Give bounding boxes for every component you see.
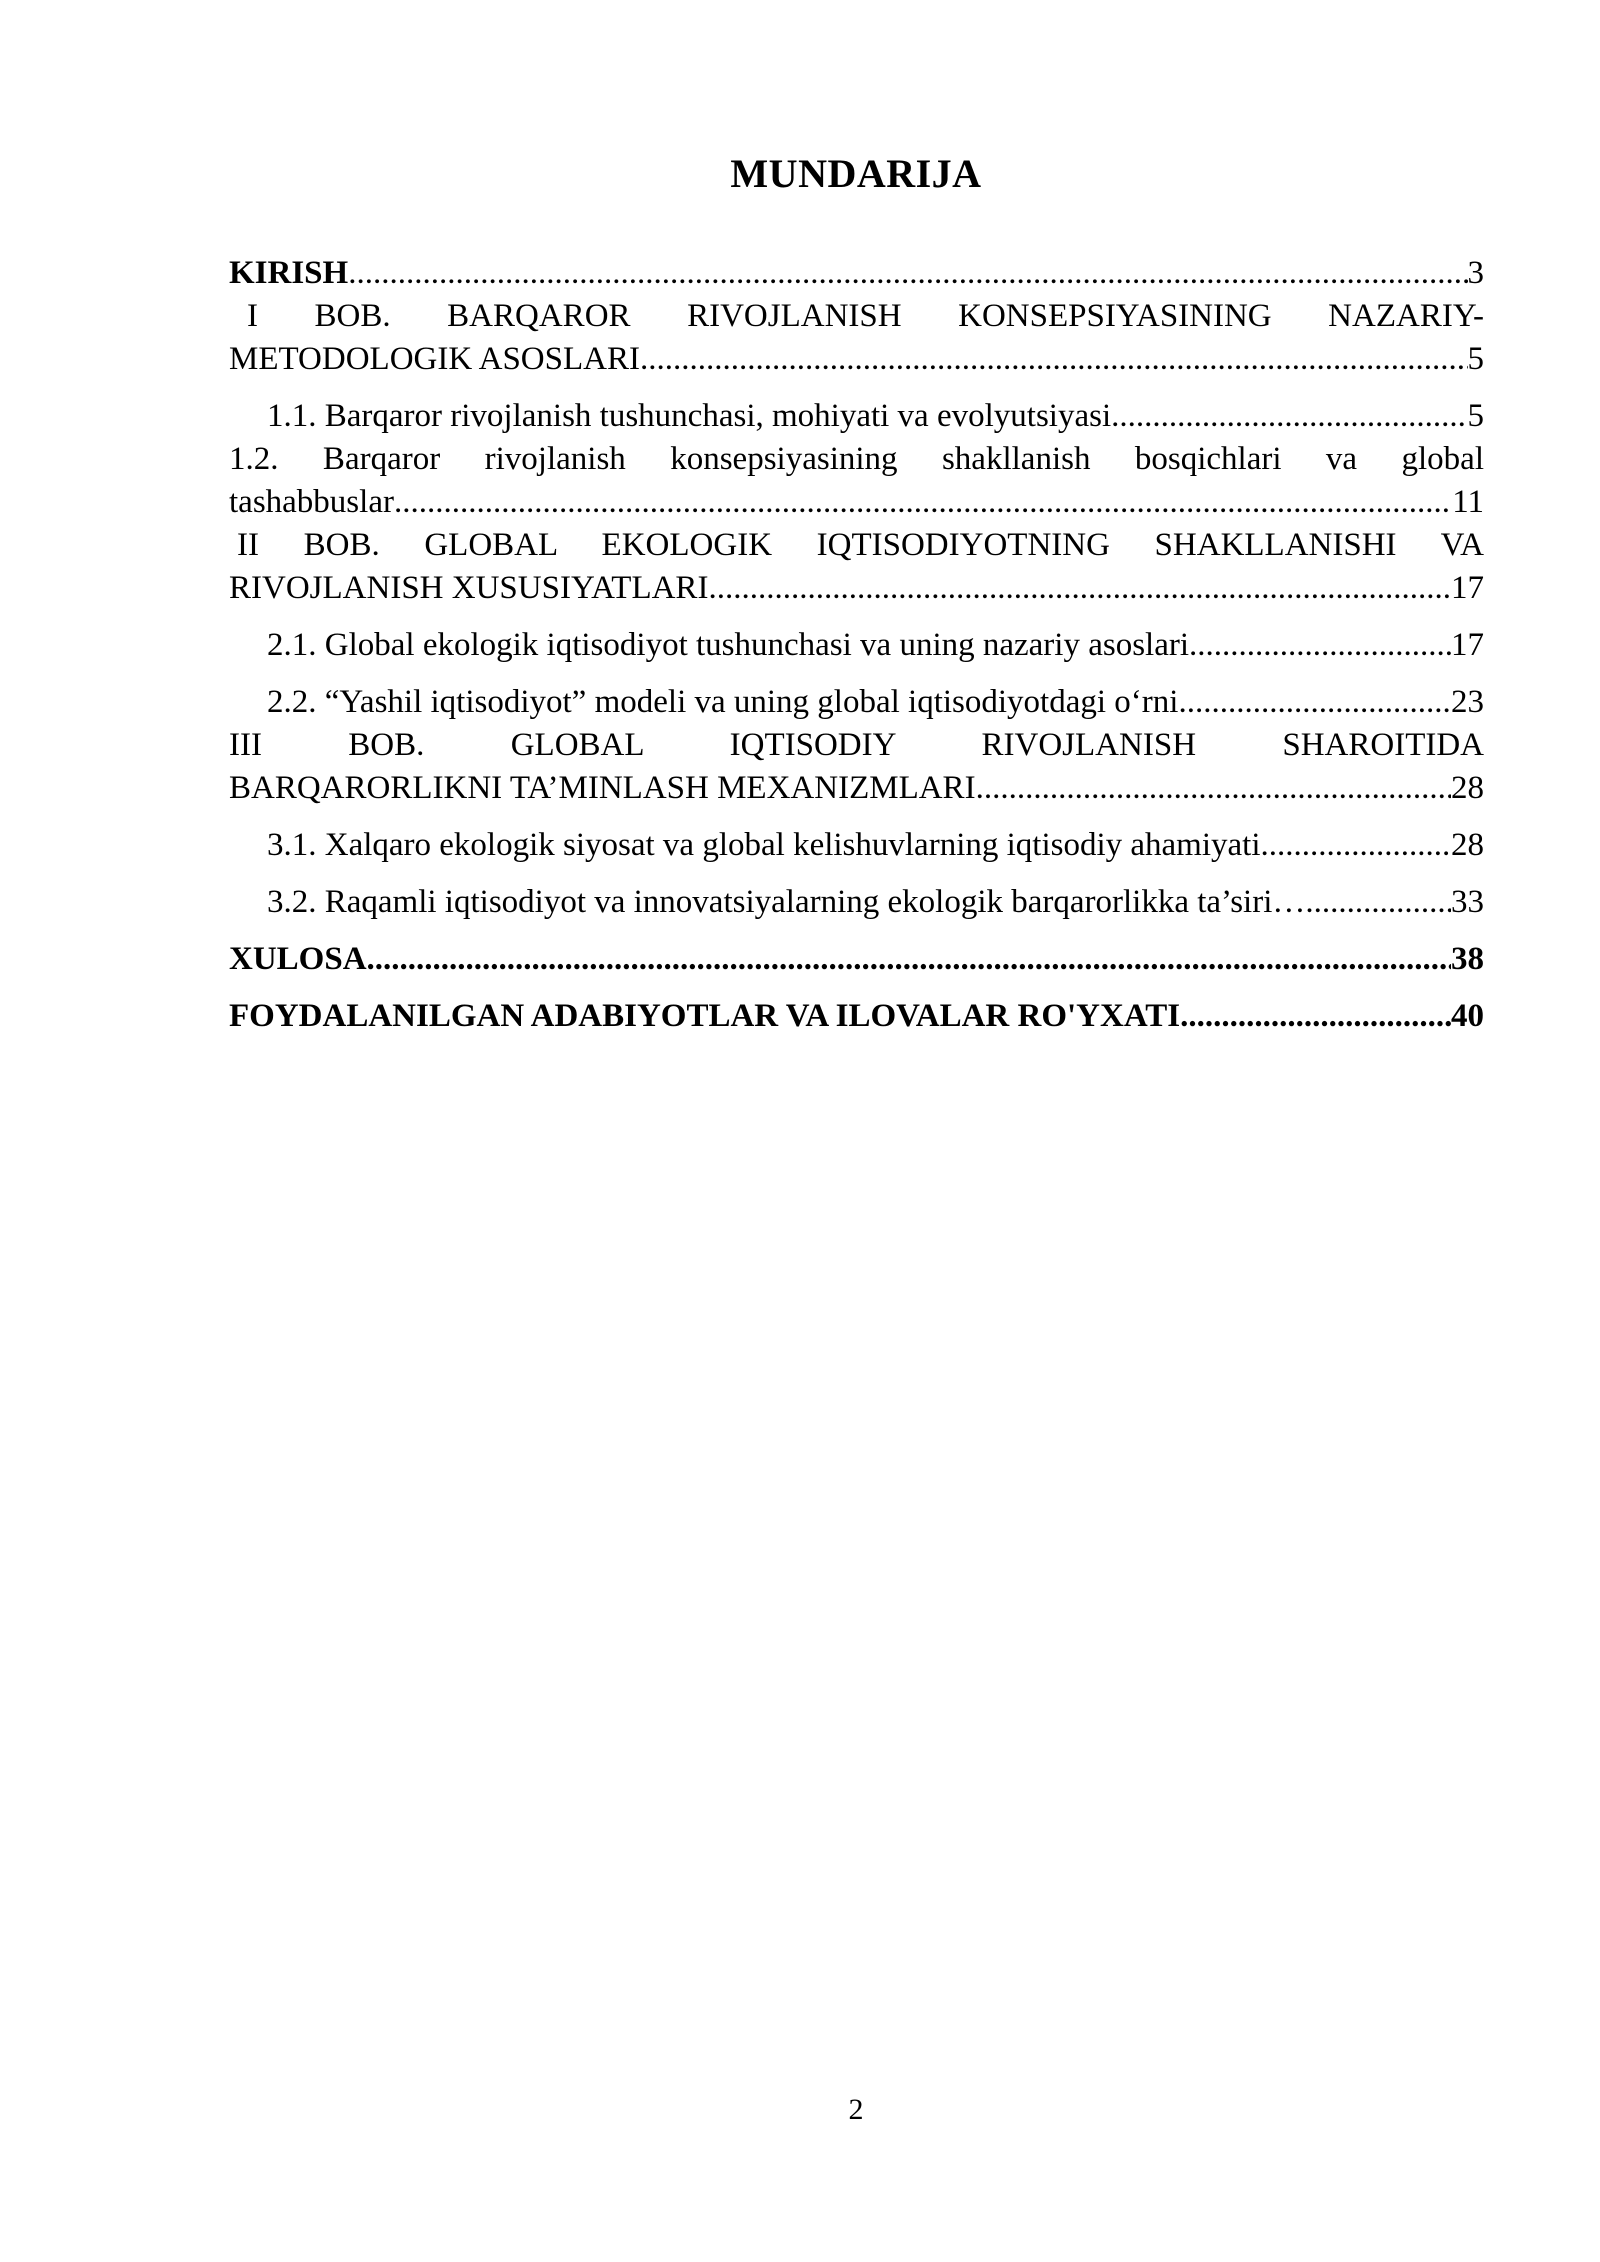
toc-page-number: 11: [1452, 484, 1484, 520]
toc-entry-references[interactable]: [229, 995, 1484, 1038]
toc-entry-section-3-1[interactable]: [229, 824, 1484, 867]
toc-entry-label-line1: 1.2. Barqaror rivojlanish konsepsiyasining shakllanish bosqichlari va global: [229, 441, 1484, 477]
toc-entry-chapter-1[interactable]: [229, 295, 1484, 381]
toc-entry-label-line1: III BOB. GLOBAL IQTISODIY RIVOJLANISH SHAROITIDA: [229, 727, 1484, 763]
toc-entry-label: 3.1. Xalqaro ekologik siyosat va global kelishuvlarning iqtisodiy ahamiyati: [267, 827, 1261, 863]
toc-page-number: 17: [1451, 627, 1484, 663]
toc-entry-label: KIRISH: [229, 255, 349, 291]
dot-leader: [976, 767, 1451, 810]
dot-leader: [640, 338, 1468, 381]
toc-entry-label: 3.2. Raqamli iqtisodiyot va innovatsiyalarning ekologik barqarorlikka ta’siri…: [267, 884, 1306, 920]
toc-page-number: 38: [1451, 941, 1484, 977]
toc-entry-chapter-2[interactable]: [229, 524, 1484, 610]
toc-entry-section-2-2[interactable]: [229, 681, 1484, 724]
toc-entry-section-2-1[interactable]: [229, 624, 1484, 667]
toc-page-number: 40: [1451, 998, 1484, 1034]
toc-page-number: 33: [1451, 884, 1484, 920]
dot-leader: [367, 938, 1451, 981]
toc-entry-label: 2.2. “Yashil iqtisodiyot” modeli va uning global iqtisodiyotdagi o‘rni: [267, 684, 1179, 720]
toc-entry-section-1-2[interactable]: [229, 438, 1484, 524]
toc-entry-label: FOYDALANILGAN ADABIYOTLAR VA ILOVALAR RO'YXATI: [229, 998, 1181, 1034]
toc-entry-xulosa[interactable]: [229, 938, 1484, 981]
toc-entry-section-3-2[interactable]: [229, 881, 1484, 924]
dot-leader: [348, 252, 1467, 295]
toc-page-number: 28: [1451, 770, 1484, 806]
dot-leader: [1305, 881, 1451, 924]
toc-entry-label: 1.1. Barqaror rivojlanish tushunchasi, mohiyati va evolyutsiyasi: [267, 398, 1112, 434]
page-title: MUNDARIJA: [730, 151, 982, 196]
toc-entry-section-1-1[interactable]: [229, 395, 1484, 438]
toc-entry-label-line2: tashabbuslar: [229, 484, 394, 520]
dot-leader: [708, 567, 1451, 610]
toc-entry-label-line1: I BOB. BARQAROR RIVOJLANISH KONSEPSIYASINING NAZARIY-: [247, 298, 1484, 334]
dot-leader: [1180, 995, 1451, 1038]
dot-leader: [394, 481, 1452, 524]
toc-entry-label: 2.1. Global ekologik iqtisodiyot tushunchasi va uning nazariy asoslari: [267, 627, 1190, 663]
page-number: 2: [848, 2093, 864, 2126]
toc-entry-kirish[interactable]: [229, 252, 1484, 295]
toc-entry-label-line2: METODOLOGIK ASOSLARI: [229, 341, 640, 377]
dot-leader: [1178, 681, 1451, 724]
toc-entry-label: XULOSA: [229, 941, 367, 977]
dot-leader: [1261, 824, 1452, 867]
toc-page-number: 5: [1467, 341, 1484, 377]
dot-leader: [1111, 395, 1467, 438]
toc-entry-label-line2: BARQARORLIKNI TA’MINLASH MEXANIZMLARI: [229, 770, 976, 806]
toc-page-number: 5: [1467, 398, 1484, 434]
toc-page-number: 3: [1467, 255, 1484, 291]
toc-entry-label-line2: RIVOJLANISH XUSUSIYATLARI: [229, 570, 709, 606]
toc-page-number: 23: [1451, 684, 1484, 720]
table-of-contents: [229, 252, 1484, 1038]
toc-entry-chapter-3[interactable]: [229, 724, 1484, 810]
dot-leader: [1189, 624, 1451, 667]
toc-page-number: 28: [1451, 827, 1484, 863]
toc-entry-label-line1: II BOB. GLOBAL EKOLOGIK IQTISODIYOTNING SHAKLLANISHI VA: [237, 527, 1484, 563]
toc-page-number: 17: [1451, 570, 1484, 606]
